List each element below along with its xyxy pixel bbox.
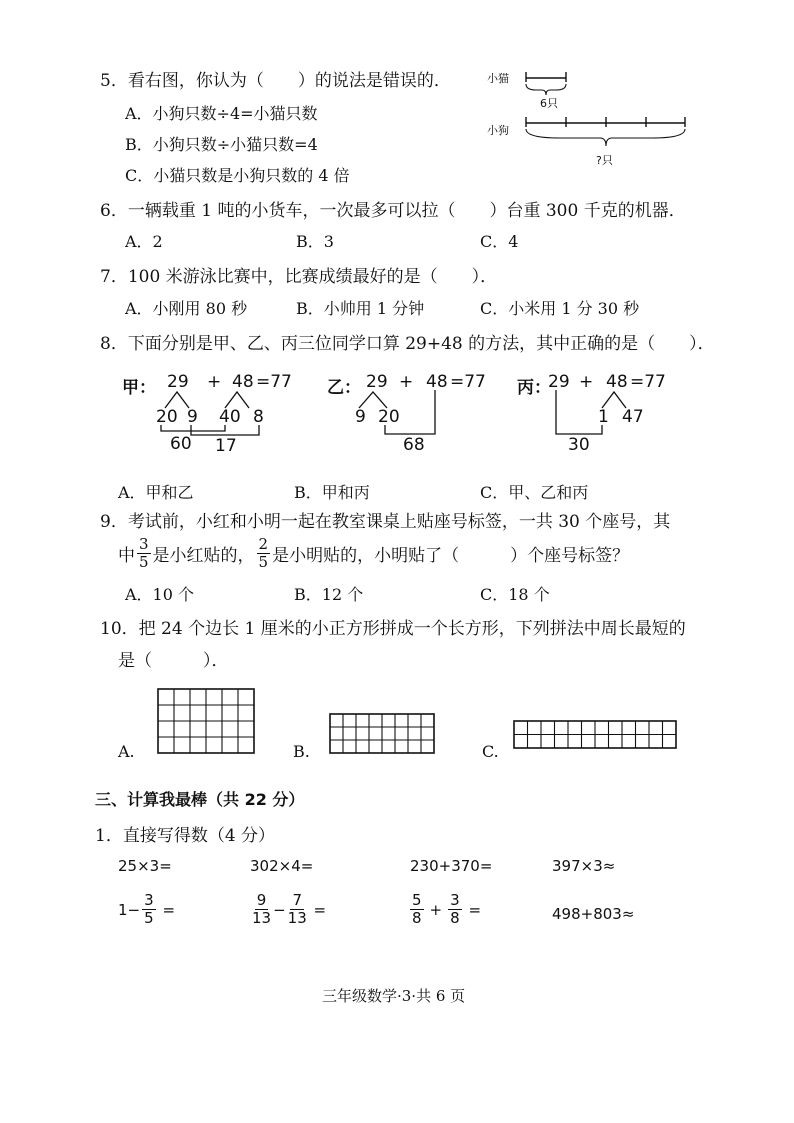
jia-a: 29: [167, 372, 189, 392]
bing-lines: [548, 388, 648, 440]
q5-stem: 5．看右图，你认为（ ）的说法是错误的．: [100, 71, 451, 91]
fraction-2-5: [257, 537, 271, 570]
yi-part2: 20: [378, 407, 400, 427]
yi-lines: [350, 388, 450, 440]
jia-sum2: 17: [215, 436, 237, 456]
jia-sum1: 60: [170, 434, 192, 454]
grid-b-8x3: [329, 713, 437, 755]
q5-option-c: C．小猫只数是小狗只数的 4 倍: [125, 166, 350, 185]
calc-7-num2: 3: [450, 891, 460, 909]
jia-plus: +: [207, 372, 222, 392]
q7-option-b: B．小帅用 1 分钟: [296, 299, 425, 318]
frac1-den: 5: [139, 553, 149, 571]
calc-7-den1: 8: [412, 909, 422, 927]
calc-6-den1: 13: [252, 909, 272, 927]
cat-value: 6只: [540, 97, 558, 110]
section3-subtitle: 1．直接写得数（4 分）: [95, 826, 276, 846]
q9-option-c: C．18 个: [480, 585, 550, 604]
bing-sum1: 30: [568, 435, 590, 455]
yi-plus: +: [399, 372, 414, 392]
bing-a: 29: [548, 372, 570, 392]
q9-stem-line1: 9．考试前，小红和小明一起在教室课桌上贴座号标签，一共 30 个座号，其: [100, 512, 671, 532]
segment-diagram: [520, 68, 692, 160]
jia-b: 48: [232, 372, 254, 392]
q6-option-c: C．4: [480, 232, 519, 251]
q9-option-a: A．10 个: [125, 585, 195, 604]
frac1-num: 3: [139, 535, 149, 553]
section3-title: 三、计算我最棒（共 22 分）: [95, 790, 305, 809]
calc-1: 25×3=: [118, 857, 172, 875]
q8-stem: 8．下面分别是甲、乙、丙三位同学口算 29+48 的方法，其中正确的是（ ）．: [100, 334, 715, 354]
calc-5-num: 3: [144, 891, 154, 909]
jia-part4: 8: [253, 407, 264, 427]
q7-stem: 7．100 米游泳比赛中，比赛成绩最好的是（ ）．: [100, 267, 498, 287]
calc-5: [118, 893, 175, 926]
calc-5-pre: 1−: [118, 900, 141, 919]
calc-7-fraction1: [410, 893, 424, 926]
calc-7-op: +: [429, 900, 443, 919]
cat-label: 小猫: [487, 72, 509, 85]
frac2-num: 2: [258, 535, 269, 553]
q5-option-a: A．小狗只数÷4=小猫只数: [125, 104, 318, 123]
yi-part1: 9: [355, 407, 366, 427]
q5-option-b: B．小狗只数÷小猫只数=4: [125, 135, 318, 154]
calc-5-post: =: [157, 900, 176, 919]
q6-option-a: A．2: [125, 232, 163, 251]
q9-option-b: B．12 个: [294, 585, 364, 604]
yi-eq: =77: [450, 372, 486, 392]
q10-label-c: C.: [482, 742, 499, 761]
q9-stem-line2: [118, 537, 629, 570]
q9-stem-part-c: 是小明贴的，小明贴了（ ）个座号标签？: [272, 546, 630, 566]
q7-option-c: C．小米用 1 分 30 秒: [480, 299, 640, 318]
calc-5-den: 5: [144, 909, 154, 927]
q10-stem-line1: 10．把 24 个边长 1 厘米的小正方形拼成一个长方形，下列拼法中周长最短的: [100, 619, 686, 639]
jia-lines: [150, 388, 275, 440]
jia-part1: 20: [156, 407, 178, 427]
jia-part3: 40: [219, 407, 241, 427]
bing-name: 丙：: [517, 378, 551, 398]
q10-label-b: B.: [293, 742, 310, 761]
frac2-den: 5: [258, 553, 269, 571]
calc-7-den2: 8: [450, 909, 460, 927]
calc-6-op: −: [273, 900, 286, 919]
calc-2: 302×4=: [250, 857, 314, 875]
bing-part2: 47: [622, 407, 644, 427]
q8-option-a: A．甲和乙: [118, 483, 194, 502]
calc-6-post: =: [308, 900, 327, 919]
calc-6-num1: 9: [256, 891, 267, 909]
fraction-3-5: [137, 537, 151, 570]
q10-stem-line2: 是（ ）．: [118, 651, 229, 671]
q10-label-a: A.: [118, 742, 135, 761]
calc-7: [408, 893, 481, 926]
calc-7-num1: 5: [412, 891, 422, 909]
dog-label: 小狗: [487, 124, 509, 137]
calc-6: [250, 893, 326, 926]
calc-7-post: =: [463, 900, 482, 919]
calc-3: 230+370=: [410, 857, 493, 875]
calc-6-fraction2: [288, 893, 307, 926]
bing-part1: 1: [598, 407, 609, 427]
q9-stem-part-b: 是小红贴的，: [152, 546, 255, 566]
calc-7-fraction2: [448, 893, 462, 926]
jia-eq: =77: [256, 372, 292, 392]
calc-6-den2: 13: [287, 909, 307, 927]
bing-b: 48: [606, 372, 628, 392]
q8-option-c: C．甲、乙和丙: [480, 483, 589, 502]
page-footer: 三年级数学·3·共 6 页: [322, 987, 466, 1005]
bing-plus: +: [579, 372, 594, 392]
q8-option-b: B．甲和丙: [294, 483, 370, 502]
yi-sum1: 68: [403, 435, 425, 455]
calc-8: 498+803≈: [552, 905, 635, 923]
yi-name: 乙：: [327, 378, 361, 398]
yi-a: 29: [366, 372, 388, 392]
q9-stem-part-a: 中: [118, 546, 135, 566]
jia-name: 甲：: [122, 378, 156, 398]
q6-stem: 6．一辆载重 1 吨的小货车，一次最多可以拉（ ）台重 300 千克的机器．: [100, 201, 686, 221]
bing-eq: =77: [630, 372, 666, 392]
calc-6-fraction1: [252, 893, 271, 926]
yi-b: 48: [426, 372, 448, 392]
grid-a-6x4: [157, 688, 257, 758]
grid-c-12x2: [513, 720, 681, 750]
calc-4: 397×3≈: [552, 857, 616, 875]
jia-part2: 9: [187, 407, 198, 427]
calc-6-num2: 7: [292, 891, 302, 909]
calc-5-fraction: [142, 893, 156, 926]
dog-value: ?只: [596, 154, 613, 167]
q7-option-a: A．小刚用 80 秒: [125, 299, 248, 318]
q6-option-b: B．3: [296, 232, 334, 251]
